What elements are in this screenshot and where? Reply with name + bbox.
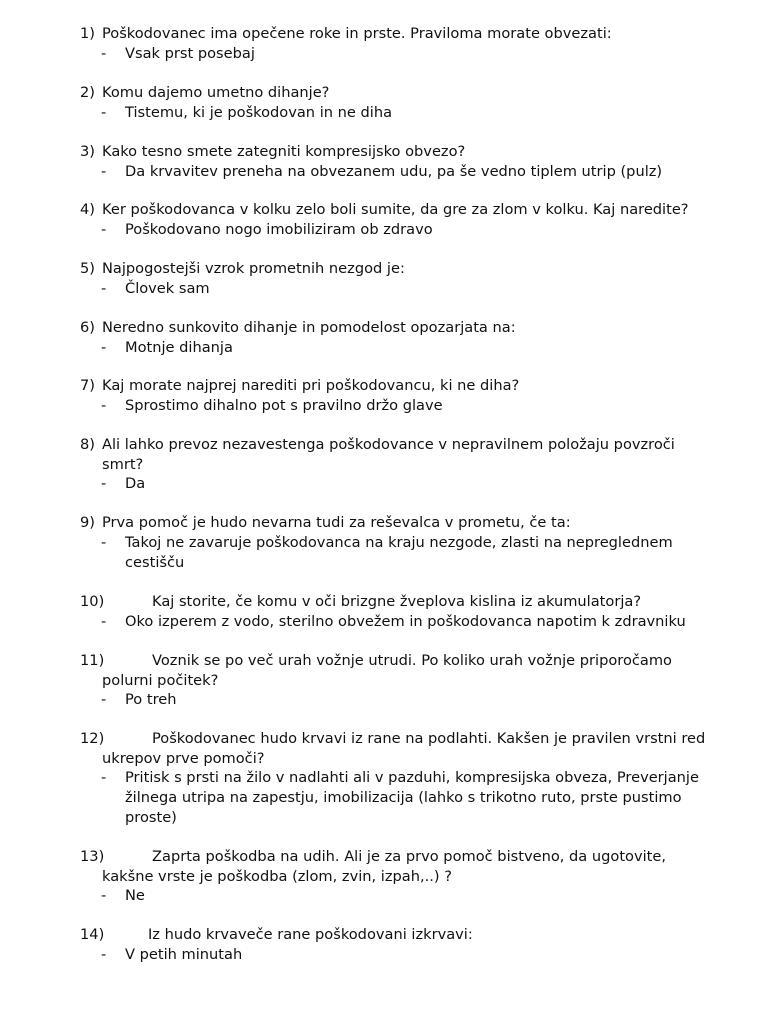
answer-text: Ne xyxy=(125,887,145,904)
answer-bullet: - xyxy=(101,163,107,180)
question-number: 1) xyxy=(80,25,95,42)
answer-bullet: - xyxy=(101,397,107,414)
question-text: Poškodovanec hudo krvavi iz rane na podlahti. Kakšen je pravilen vrstni red xyxy=(152,730,706,747)
answer-text: Vsak prst posebaj xyxy=(125,45,255,62)
answer-bullet: - xyxy=(101,475,107,492)
question-number: 5) xyxy=(80,260,95,277)
question-text-continued: polurni počitek? xyxy=(102,672,219,689)
question-text: Iz hudo krvaveče rane poškodovani izkrvavi: xyxy=(148,926,473,943)
answer-bullet: - xyxy=(101,534,107,551)
question-text: Kaj storite, če komu v oči brizgne žveplova kislina iz akumulatorja? xyxy=(152,593,642,610)
question-number: 2) xyxy=(80,84,95,101)
question-number: 13) xyxy=(80,848,105,865)
question-number: 11) xyxy=(80,652,105,669)
answer-text: Da krvavitev preneha na obvezanem udu, pa še vedno tiplem utrip (pulz) xyxy=(125,163,663,180)
answer-text-continued: žilnega utripa na zapestju, imobilizacija (lahko s trikotno ruto, prste pustimo xyxy=(125,789,682,806)
question-number: 12) xyxy=(80,730,105,747)
question-text: Voznik se po več urah vožnje utrudi. Po koliko urah vožnje priporočamo xyxy=(152,652,672,669)
answer-bullet: - xyxy=(101,45,107,62)
answer-bullet: - xyxy=(101,104,107,121)
answer-bullet: - xyxy=(101,691,107,708)
answer-text: Po treh xyxy=(125,691,177,708)
question-text: Ker poškodovanca v kolku zelo boli sumite, da gre za zlom v kolku. Kaj naredite? xyxy=(102,201,689,218)
question-number: 10) xyxy=(80,593,105,610)
question-number: 7) xyxy=(80,377,95,394)
question-text: Komu dajemo umetno dihanje? xyxy=(102,84,330,101)
answer-bullet: - xyxy=(101,946,107,963)
answer-text: Takoj ne zavaruje poškodovanca na kraju nezgode, zlasti na nepreglednem xyxy=(125,534,673,551)
question-number: 6) xyxy=(80,319,95,336)
answer-bullet: - xyxy=(101,887,107,904)
question-number: 14) xyxy=(80,926,105,943)
answer-bullet: - xyxy=(101,280,107,297)
question-text-continued: smrt? xyxy=(102,456,144,473)
answer-text: V petih minutah xyxy=(125,946,243,963)
answer-bullet: - xyxy=(101,339,107,356)
answer-text: Da xyxy=(125,475,146,492)
answer-bullet: - xyxy=(101,613,107,630)
question-text: Kako tesno smete zategniti kompresijsko obvezo? xyxy=(102,143,466,160)
answer-bullet: - xyxy=(101,769,107,786)
question-text-continued: kakšne vrste je poškodba (zlom, zvin, izpah,..) ? xyxy=(102,868,452,885)
answer-text-continued: proste) xyxy=(125,809,177,826)
answer-text: Sprostimo dihalno pot s pravilno držo glave xyxy=(125,397,443,414)
question-text: Poškodovanec ima opečene roke in prste. Praviloma morate obvezati: xyxy=(102,25,612,42)
answer-text-continued: cestišču xyxy=(125,554,185,571)
answer-text: Tistemu, ki je poškodovan in ne diha xyxy=(125,104,393,121)
answer-text: Poškodovano nogo imobiliziram ob zdravo xyxy=(125,221,433,238)
question-text: Ali lahko prevoz nezavestenga poškodovance v nepravilnem položaju povzroči xyxy=(102,436,675,453)
question-number: 3) xyxy=(80,143,95,160)
question-text: Kaj morate najprej narediti pri poškodovancu, ki ne diha? xyxy=(102,377,520,394)
answer-text: Oko izperem z vodo, sterilno obvežem in poškodovanca napotim k zdravniku xyxy=(125,613,686,630)
answer-bullet: - xyxy=(101,221,107,238)
question-number: 9) xyxy=(80,514,95,531)
question-number: 4) xyxy=(80,201,95,218)
answer-text: Motnje dihanja xyxy=(125,339,233,356)
question-number: 8) xyxy=(80,436,95,453)
question-text: Neredno sunkovito dihanje in pomodelost opozarjata na: xyxy=(102,319,516,336)
answer-text: Pritisk s prsti na žilo v nadlahti ali v pazduhi, kompresijska obveza, Preverjanje xyxy=(125,769,699,786)
question-text: Najpogostejši vzrok prometnih nezgod je: xyxy=(102,260,405,277)
question-text-continued: ukrepov prve pomoči? xyxy=(102,750,265,767)
question-text: Zaprta poškodba na udih. Ali je za prvo pomoč bistveno, da ugotovite, xyxy=(152,848,666,865)
answer-text: Človek sam xyxy=(125,280,210,297)
question-text: Prva pomoč je hudo nevarna tudi za reševalca v prometu, če ta: xyxy=(102,514,571,531)
